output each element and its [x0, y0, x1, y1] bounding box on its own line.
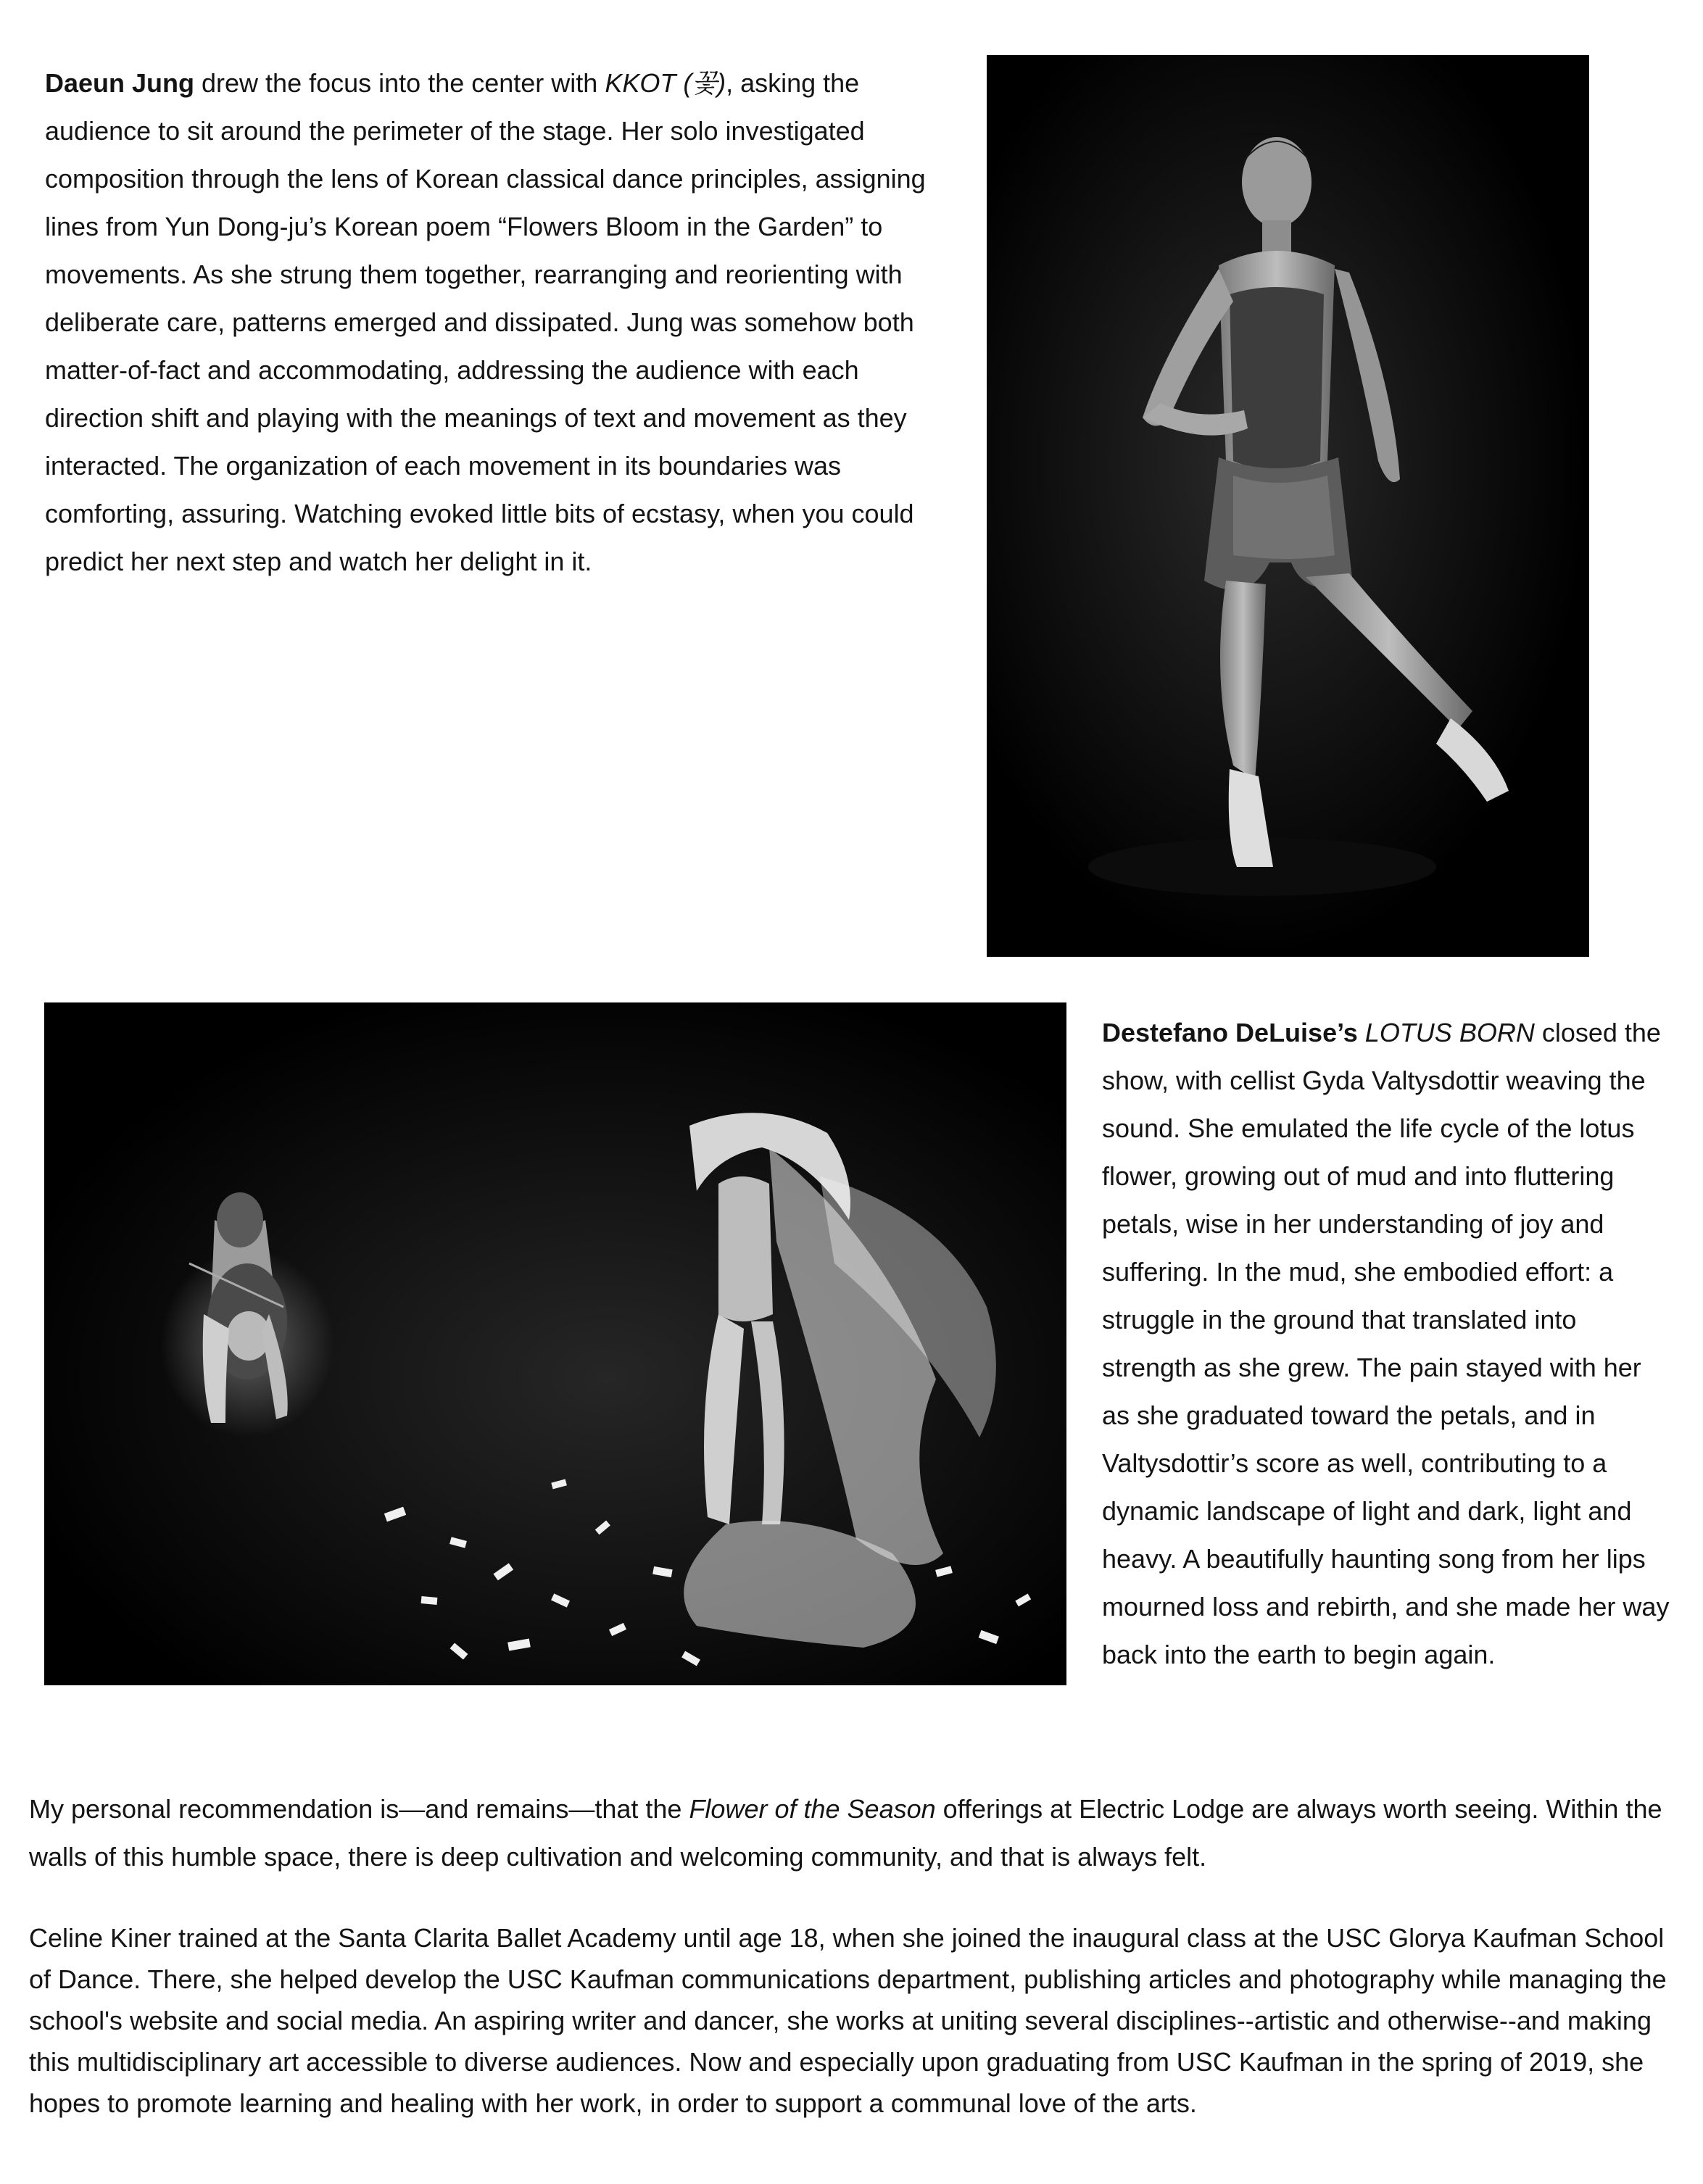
deluise-name: Destefano DeLuise’s	[1102, 1018, 1358, 1047]
bio-text: Celine Kiner trained at the Santa Clarita Ballet Academy until age 18, when she joined the inaugural class at the USC Glorya Kaufman School of Dance. There, she helped develop the USC Kaufman communications department, publishing articles and photography while managing the school's website and social media. An aspiring writer and dancer, she works at uniting several disciplines--artistic and otherwise--and making this multidisciplinary art accessible to diverse audiences. Now and especially upon graduating from USC Kaufman in the spring of 2019, she hopes to promote learning and healing with her work, in order to support a communal love of the arts.	[29, 1923, 1667, 2118]
photo-jung-solo	[987, 55, 1589, 957]
jung-work-title: KKOT (꽃)	[605, 68, 726, 98]
jung-text-2: , asking the audience to sit around the perimeter of the stage. Her solo investigated composition through the lens of Korean classical dance principles, assigning lines from Yun Dong-ju’s Korean poem “Flowers Bloom in the Garden” to movements. As she strung them together, rearranging and reorienting with deliberate care, patterns emerged and dissipated. Jung was somehow both matter-of-fact and accommodating, addressing the audience with each direction shift and playing with the meanings of text and movement as they interacted. The organization of each movement in its boundaries was comforting, assuring. Watching evoked little bits of ecstasy, when you could predict her next step and watch her delight in it.	[45, 68, 926, 576]
jung-text-1: drew the focus into the center with	[194, 68, 605, 98]
author-bio	[29, 1917, 1675, 2124]
deluise-work-title: LOTUS BORN	[1364, 1018, 1535, 1047]
deluise-text: closed the show, with cellist Gyda Valtysdottir weaving the sound. She emulated the life cycle of the lotus flower, growing out of mud and into fluttering petals, wise in her understanding of joy and suffering. In the mud, she embodied effort: a struggle in the ground that translated into strength as she grew. The pain stayed with her as she graduated toward the petals, and in Valtysdottir’s score as well, contributing to a dynamic landscape of light and dark, light and heavy. A beautifully haunting song from her lips mourned loss and rebirth, and she made her way back into the earth to begin again.	[1102, 1018, 1670, 1669]
deluise-paragraph	[1102, 1009, 1675, 1679]
recommendation-text-1: My personal recommendation is—and remains—that the	[29, 1794, 689, 1824]
flower-of-the-season-title: Flower of the Season	[689, 1794, 936, 1824]
photo-lotus-born	[44, 1002, 1066, 1685]
jung-name: Daeun Jung	[45, 68, 195, 98]
jung-paragraph	[45, 59, 958, 586]
recommendation-paragraph	[29, 1785, 1675, 1881]
recommendation-text-2: offerings at Electric Lodge are always worth seeing. Within the walls of this humble space, there is deep cultivation and welcoming community, and that is always felt.	[29, 1794, 1662, 1872]
